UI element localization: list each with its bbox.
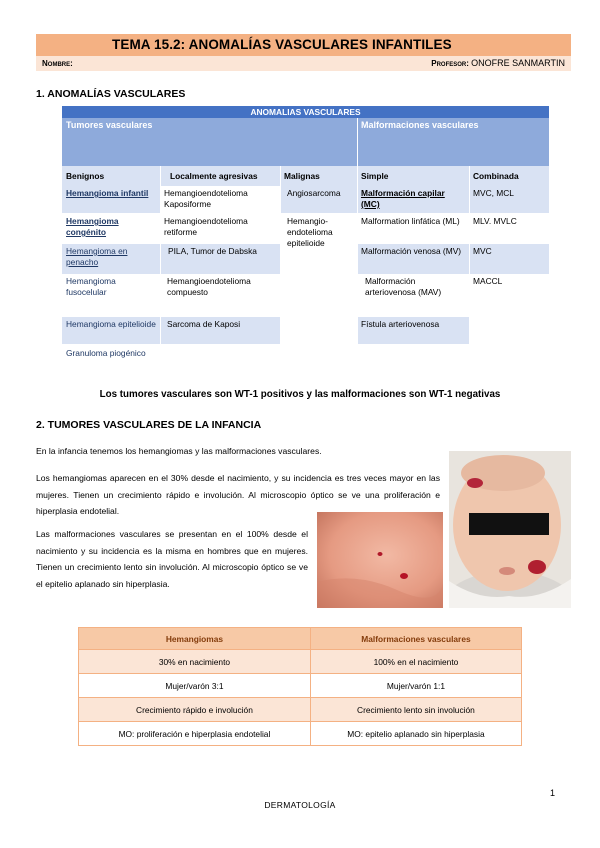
- agresiva-1: Hemangioendotelioma Kaposiforme: [164, 188, 248, 209]
- footer-subject: DERMATOLOGÍA: [264, 800, 336, 810]
- combinada-3: MVC: [473, 246, 492, 256]
- agresiva-4: Hemangioendotelioma compuesto: [167, 276, 251, 297]
- benigno-hemangioma-congenito[interactable]: Hemangioma congénito: [66, 216, 119, 237]
- section-1-heading: 1. ANOMALÍAS VASCULARES: [36, 88, 186, 100]
- table-row: [79, 722, 522, 746]
- simple-3: Malformación venosa (MV): [361, 246, 462, 256]
- table-row: [79, 698, 522, 722]
- cell-malformacion-mo: MO: epitelio aplanado sin hiperplasia: [310, 722, 521, 746]
- col-agresivas: Localmente agresivas: [160, 166, 280, 186]
- combinada-1: MVC, MCL: [473, 188, 514, 198]
- group-malformaciones: Malformaciones vasculares: [357, 118, 549, 166]
- table-row: [79, 674, 522, 698]
- header-hemangiomas: Hemangiomas: [79, 628, 311, 650]
- maligna-1: Angiosarcoma: [287, 188, 341, 198]
- section-2-heading: 2. TUMORES VASCULARES DE LA INFANCIA: [36, 419, 262, 431]
- cell-hemangioma-mo: MO: proliferación e hiperplasia endotelial: [79, 722, 311, 746]
- professor-label: Profesor:: [431, 59, 469, 68]
- simple-1[interactable]: Malformación capilar (MC): [361, 188, 445, 209]
- col-combinada: Combinada: [469, 166, 549, 186]
- simple-2: Malformation linfática (ML): [361, 216, 460, 226]
- wt1-note: Los tumores vasculares son WT-1 positivos y las malformaciones son WT-1 negativas: [99, 389, 501, 400]
- benigno-hemangioma-epitelioide: Hemangioma epitelioide: [66, 319, 156, 329]
- combinada-4: MACCL: [473, 276, 503, 286]
- professor-value: ONOFRE SANMARTIN: [471, 58, 565, 68]
- cell-malformacion-nacimiento: 100% en el nacimiento: [310, 650, 521, 674]
- professor-field: [431, 58, 565, 68]
- comparison-table: [78, 627, 522, 746]
- header-malformaciones: Malformaciones vasculares: [310, 628, 521, 650]
- cell-malformacion-ratio: Mujer/varón 1:1: [310, 674, 521, 698]
- document-title-bar: [36, 34, 571, 56]
- name-label: Nombre:: [42, 59, 73, 68]
- photo-capillary-malformation: [317, 512, 443, 608]
- paragraph-malformaciones: Las malformaciones vasculares se presentan en el 100% desde el nacimiento y su incidencia es la misma en hombres que en mujeres. Tienen un crecimiento lento sin involución. Al microscopio óptico se ve el epitelio aplanado sin hiperplasia.: [36, 529, 308, 589]
- agresiva-3: PILA, Tumor de Dabska: [168, 246, 257, 256]
- group-tumores: Tumores vasculares: [62, 118, 357, 166]
- col-simple: Simple: [357, 166, 469, 186]
- table-row: [79, 650, 522, 674]
- col-benignos: Benignos: [62, 166, 160, 186]
- paragraph-hemangiomas: Los hemangiomas aparecen en el 30% desde el nacimiento, y su incidencia es tres veces mayor en las mujeres. Tienen un crecimiento rápido e involución. Al microscopio óptico se ve una proliferación e hiperplasia endotelial.: [36, 473, 440, 516]
- table-title: ANOMALIAS VASCULARES: [62, 106, 549, 118]
- document-subheader: [36, 56, 571, 71]
- vascular-anomalies-table: [62, 106, 549, 374]
- simple-4: Malformación arteriovenosa (MAV): [365, 276, 442, 297]
- comparison-header-row: [79, 628, 522, 650]
- simple-5: Fístula arteriovenosa: [361, 319, 440, 329]
- cell-hemangioma-ratio: Mujer/varón 3:1: [79, 674, 311, 698]
- agresiva-2: Hemangioendotelioma retiforme: [164, 216, 248, 237]
- photo-infant-hemangioma: [449, 451, 571, 608]
- maligna-2: Hemangio-endotelioma epitelioide: [287, 216, 333, 248]
- cell-malformacion-crecimiento: Crecimiento lento sin involución: [310, 698, 521, 722]
- benigno-hemangioma-penacho[interactable]: Hemangioma en penacho: [66, 246, 128, 267]
- col-malignas: Malignas: [280, 166, 357, 186]
- combinada-2: MLV. MVLC: [473, 216, 517, 226]
- benigno-granuloma-piogenico: Granuloma piogénico: [66, 348, 146, 358]
- agresiva-5: Sarcoma de Kaposi: [167, 319, 241, 329]
- paragraph-intro: En la infancia tenemos los hemangiomas y las malformaciones vasculares.: [36, 446, 322, 456]
- document-title: TEMA 15.2: ANOMALÍAS VASCULARES INFANTILES: [112, 37, 452, 52]
- cell-hemangioma-crecimiento: Crecimiento rápido e involución: [79, 698, 311, 722]
- page-number: 1: [550, 788, 556, 798]
- benigno-hemangioma-infantil[interactable]: Hemangioma infantil: [66, 188, 149, 198]
- benigno-hemangioma-fusocelular: Hemangioma fusocelular: [66, 276, 116, 297]
- cell-hemangioma-nacimiento: 30% en nacimiento: [79, 650, 311, 674]
